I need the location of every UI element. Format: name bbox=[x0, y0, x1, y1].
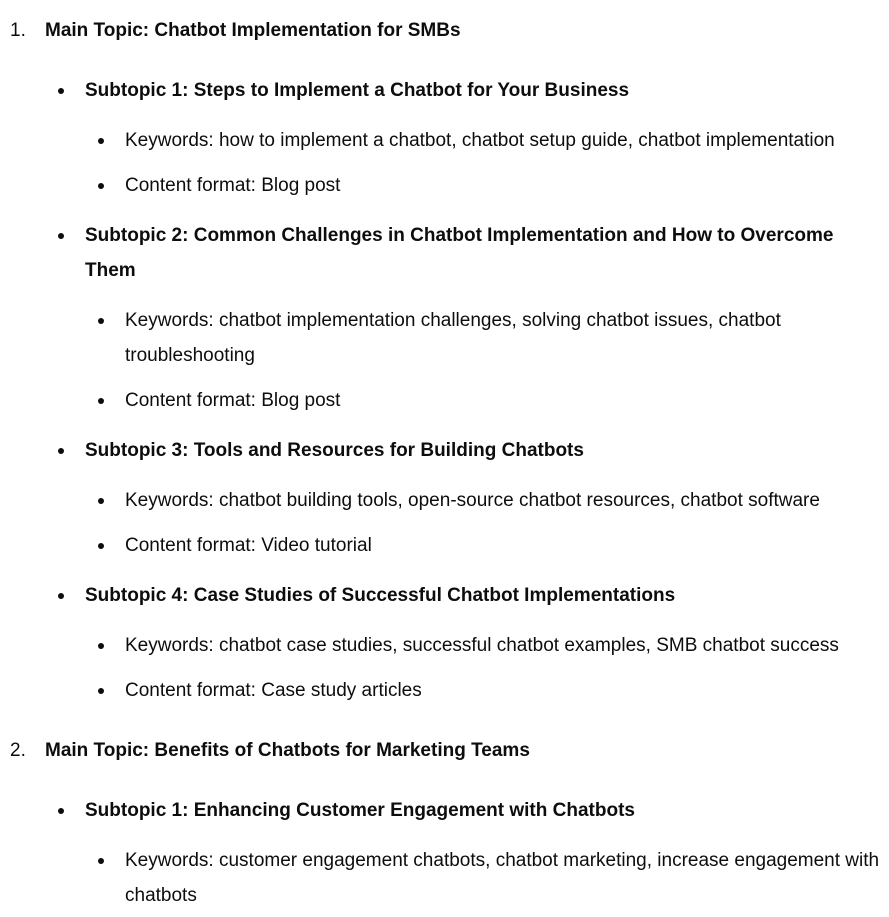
main-topic-label: Main Topic: Benefits of Chatbots for Marketing Teams bbox=[45, 740, 530, 761]
bullet-icon bbox=[98, 318, 104, 324]
bullet-icon bbox=[98, 858, 104, 864]
content-format-text: Content format: Video tutorial bbox=[125, 535, 372, 556]
bullet-icon bbox=[98, 138, 104, 144]
keywords-text: Keywords: chatbot implementation challenges, solving chatbot issues, chatbot troubleshooting bbox=[125, 310, 781, 366]
keywords-text: Keywords: chatbot case studies, successful chatbot examples, SMB chatbot success bbox=[125, 635, 839, 656]
bullet-icon bbox=[98, 688, 104, 694]
bullet-icon bbox=[98, 398, 104, 404]
subtopic-label: Subtopic 4: Case Studies of Successful Chatbot Implementations bbox=[85, 585, 676, 606]
bullet-icon bbox=[58, 808, 64, 814]
subtopic-label: Subtopic 1: Enhancing Customer Engagement with Chatbots bbox=[85, 800, 635, 821]
bullet-icon bbox=[58, 448, 64, 454]
list-number: 2. bbox=[10, 740, 26, 761]
content-format-text: Content format: Blog post bbox=[125, 175, 341, 196]
subtopic-label: Subtopic 1: Steps to Implement a Chatbot for Your Business bbox=[85, 80, 630, 101]
keywords-text: Keywords: chatbot building tools, open-source chatbot resources, chatbot software bbox=[125, 490, 820, 511]
bullet-icon bbox=[98, 643, 104, 649]
bullet-icon bbox=[98, 498, 104, 504]
subtopic-label: Subtopic 3: Tools and Resources for Building Chatbots bbox=[85, 440, 584, 461]
content-format-text: Content format: Case study articles bbox=[125, 680, 422, 701]
main-topic-label: Main Topic: Chatbot Implementation for SMBs bbox=[45, 20, 461, 41]
keywords-text: Keywords: customer engagement chatbots, chatbot marketing, increase engagement with chatbots bbox=[125, 850, 880, 906]
bullet-icon bbox=[98, 543, 104, 549]
bullet-icon bbox=[58, 593, 64, 599]
bullet-icon bbox=[58, 233, 64, 239]
list-number: 1. bbox=[10, 20, 26, 41]
bullet-icon bbox=[58, 88, 64, 94]
subtopic-label: Subtopic 2: Common Challenges in Chatbot Implementation and How to Overcome Them bbox=[85, 225, 834, 281]
content-format-text: Content format: Blog post bbox=[125, 390, 341, 411]
bullet-icon bbox=[98, 183, 104, 189]
keywords-text: Keywords: how to implement a chatbot, chatbot setup guide, chatbot implementation bbox=[125, 130, 835, 151]
